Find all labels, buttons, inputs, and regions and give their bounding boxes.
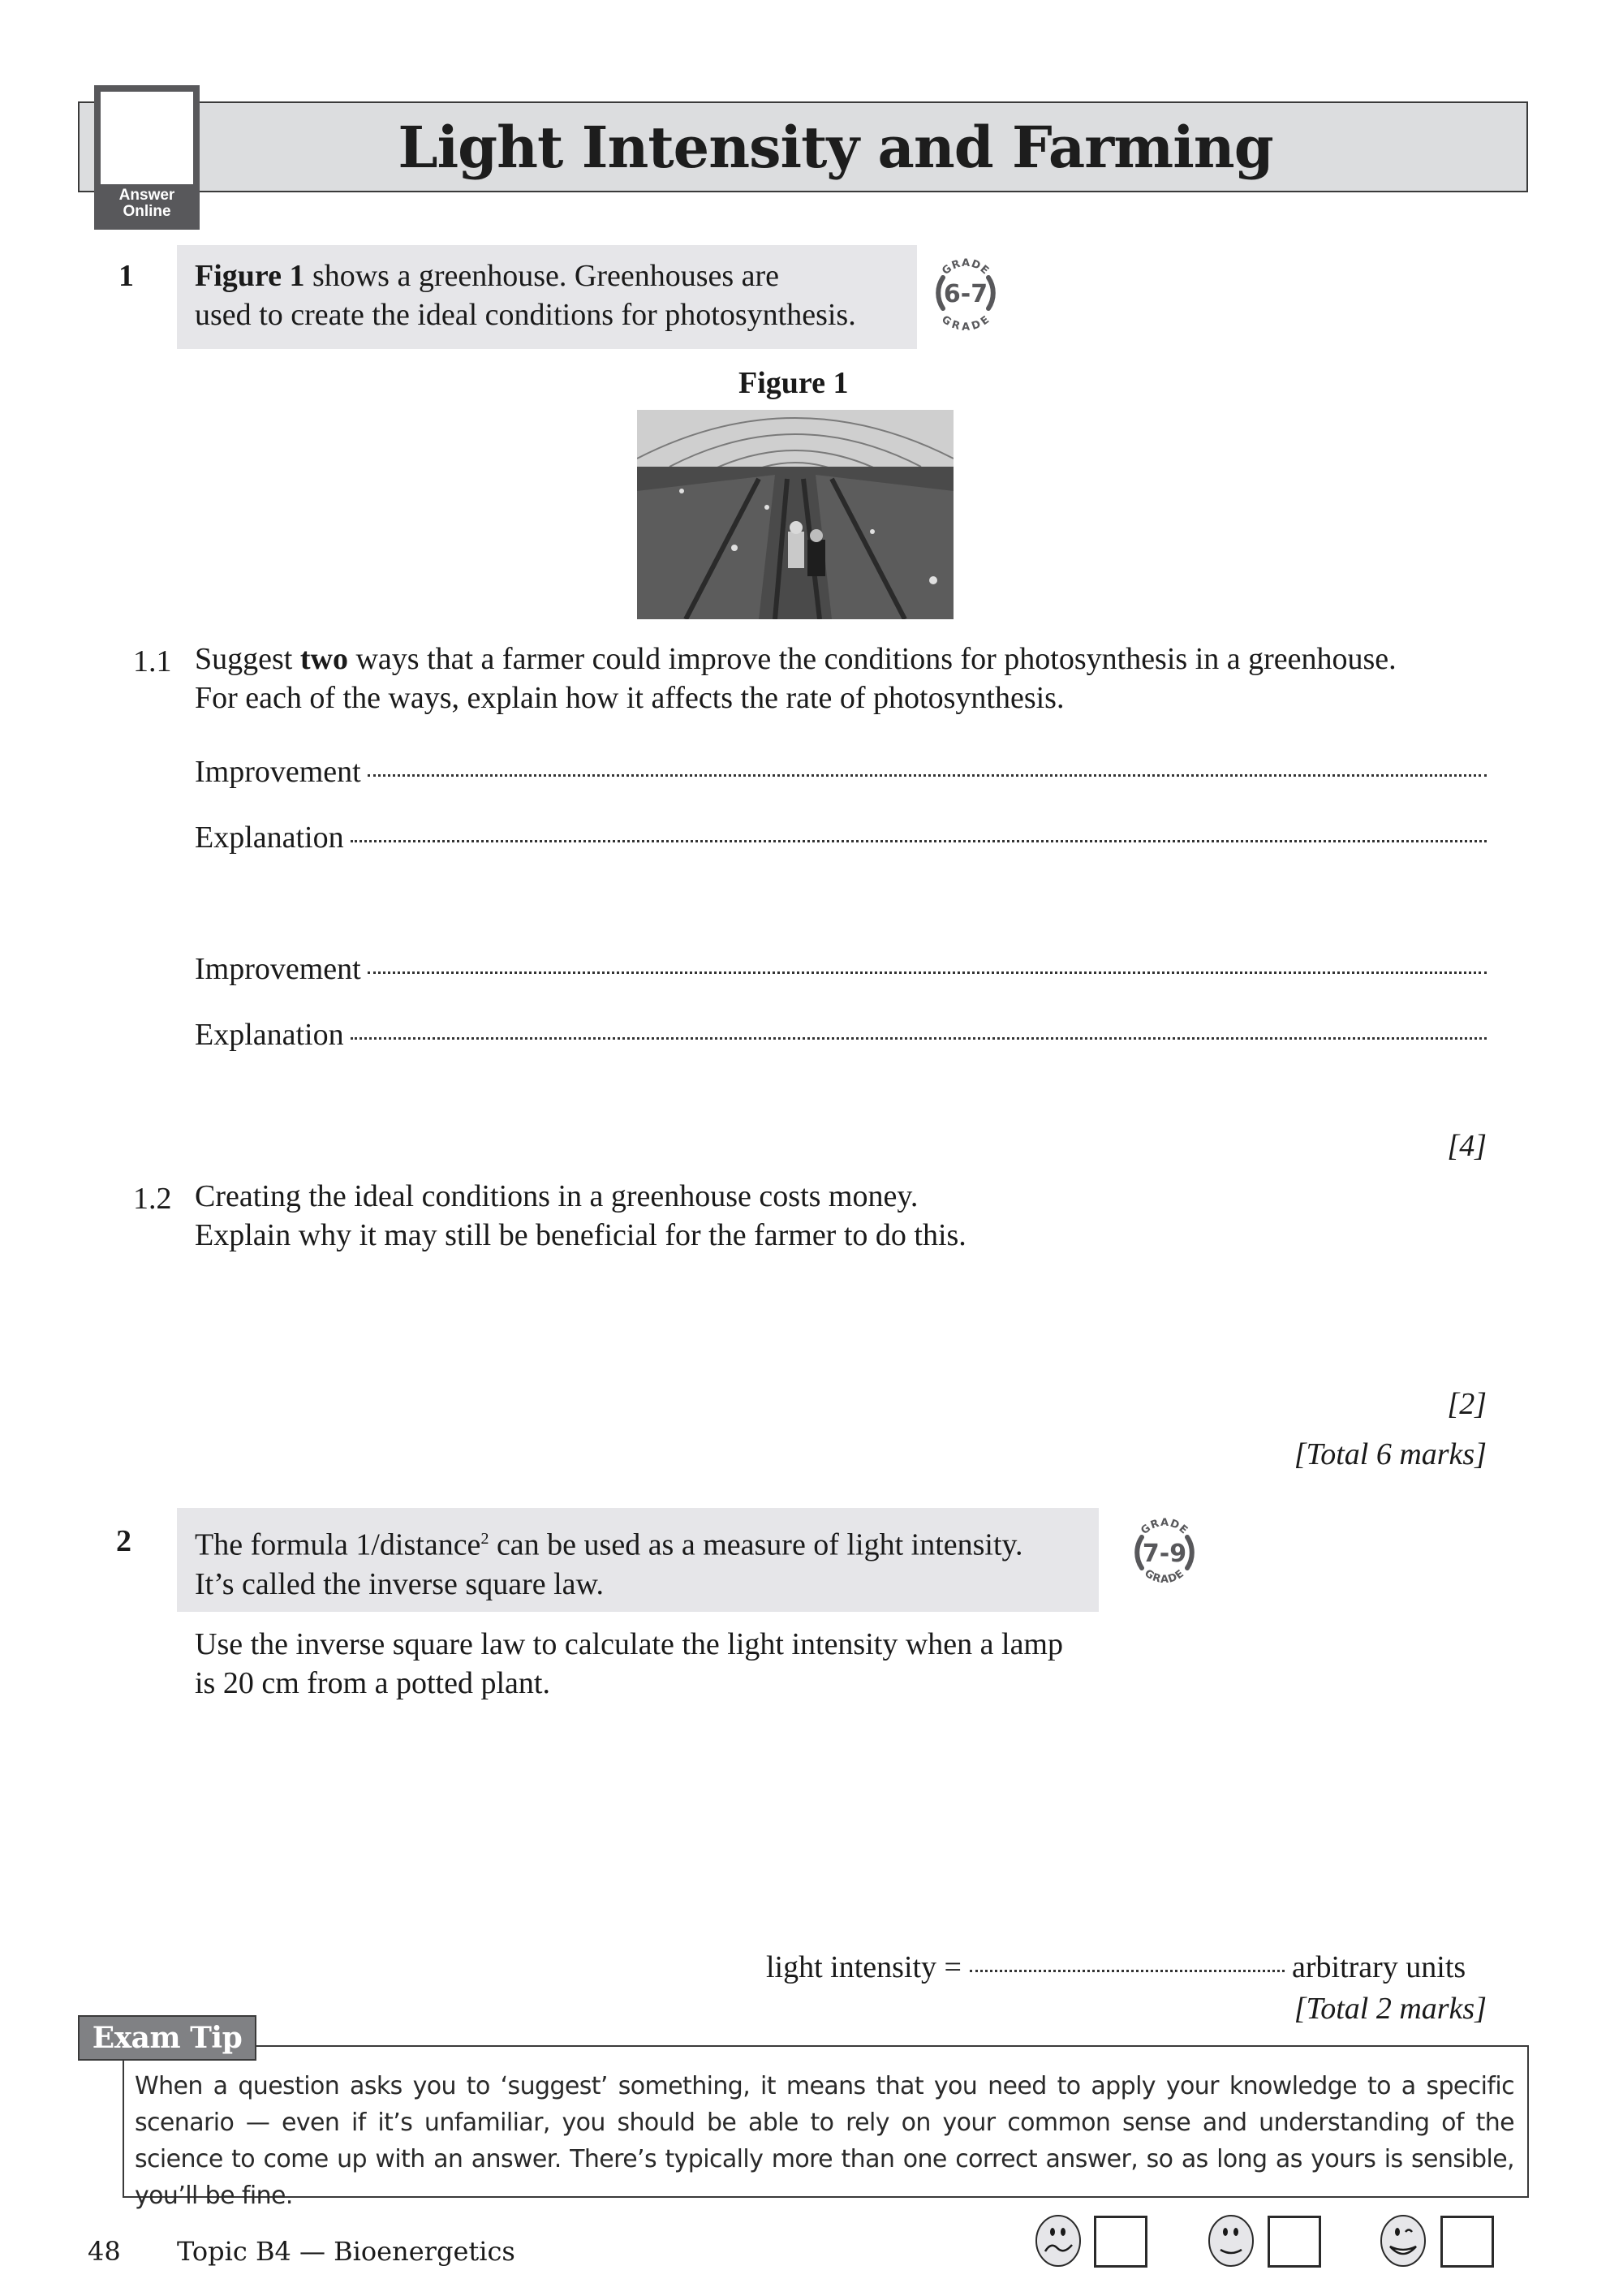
total-marks-question-2: [Total 2 marks]	[1294, 1992, 1487, 2026]
winking-grin-face-icon	[1380, 2214, 1427, 2268]
svg-text:7-9: 7-9	[1142, 1540, 1187, 1568]
answer-field-1-2-line-1[interactable]	[195, 1286, 1487, 1289]
answer-online-label-line1: Answer	[118, 187, 175, 204]
question-2-text: Use the inverse square law to calculate the light intensity when a lamp is 20 cm from a potted plant.	[195, 1627, 1063, 1700]
question-1-1-number: 1.1	[133, 644, 172, 678]
greenhouse-photo	[637, 410, 954, 619]
topic-label: Topic B4 — Bioenergetics	[177, 2236, 515, 2267]
grade-badge-6-7-icon	[925, 252, 1006, 333]
worried-face-icon	[1035, 2214, 1082, 2268]
confidence-checkbox-low[interactable]	[1094, 2216, 1147, 2268]
answer-field-improvement-1[interactable]: Improvement	[195, 752, 1487, 791]
answer-field-light-intensity[interactable]: light intensity = arbitrary units	[766, 1950, 1466, 1984]
marks-1-2: [2]	[1447, 1387, 1487, 1421]
figure-reference: Figure 1	[195, 259, 305, 293]
answer-field-explanation-1[interactable]: Explanation	[195, 818, 1487, 857]
answer-field-explanation-2[interactable]: Explanation	[195, 1015, 1487, 1054]
page-number: 48	[88, 2236, 121, 2267]
exam-tip-label: Exam Tip	[78, 2015, 256, 2061]
question-2-number: 2	[116, 1524, 131, 1558]
grade-badge-7-9-icon	[1124, 1511, 1205, 1592]
question-1-number: 1	[118, 259, 134, 293]
svg-text:GRADE: GRADE	[1142, 1567, 1187, 1587]
question-1-2-text: Creating the ideal conditions in a greenhouse costs money. Explain why it may still be beneficial for the farmer to do this.	[195, 1179, 966, 1252]
answer-field-1-2-line-2[interactable]	[195, 1352, 1487, 1355]
page-title: Light Intensity and Farming	[398, 113, 1273, 181]
svg-text:GRADE: GRADE	[939, 313, 992, 333]
confidence-checkbox-medium[interactable]	[1268, 2216, 1321, 2268]
exam-tip-text: When a question asks you to ‘suggest’ something, it means that you need to apply your knowledge to a specific scenario — even if it’s unfamiliar, you should be able to rely on your common sense and understanding of the science to come up with an answer. There’s typically more than one correct answer, so as long as yours is sensible, you’ll be fine.	[135, 2072, 1514, 2210]
marks-1-1: [4]	[1447, 1129, 1487, 1163]
answer-online-badge[interactable]	[94, 85, 200, 230]
greenhouse-illustration	[637, 410, 954, 619]
question-2-intro: The formula 1/distance$^2$ can be used as a measure of light intensity. It’s called the inverse square law.	[177, 1508, 1099, 1612]
svg-text:GRADE: GRADE	[940, 256, 992, 278]
confidence-checkbox-high[interactable]	[1440, 2216, 1494, 2268]
svg-text:GRADE: GRADE	[1139, 1516, 1190, 1538]
figure-1-title: Figure 1	[738, 366, 849, 400]
total-marks-question-1: [Total 6 marks]	[1294, 1437, 1487, 1471]
question-1-2-number: 1.2	[133, 1182, 172, 1216]
answer-online-label-line2: Online	[123, 203, 171, 220]
question-1-1-text: Suggest two ways that a farmer could improve the conditions for photosynthesis in a greenhouse. For each of the ways, explain how it affects the rate of photosynthesis.	[195, 642, 1397, 715]
question-1-intro: Figure 1 shows a greenhouse. Greenhouses are used to create the ideal conditions for photosynthesis.	[177, 245, 917, 349]
answer-field-explanation-1-cont[interactable]	[195, 884, 1487, 886]
answer-field-explanation-2-cont[interactable]	[195, 1081, 1487, 1083]
answer-field-improvement-2[interactable]: Improvement	[195, 950, 1487, 989]
neutral-smile-face-icon	[1208, 2214, 1255, 2268]
svg-text:6-7: 6-7	[943, 280, 988, 308]
qr-code-placeholder	[101, 92, 193, 184]
